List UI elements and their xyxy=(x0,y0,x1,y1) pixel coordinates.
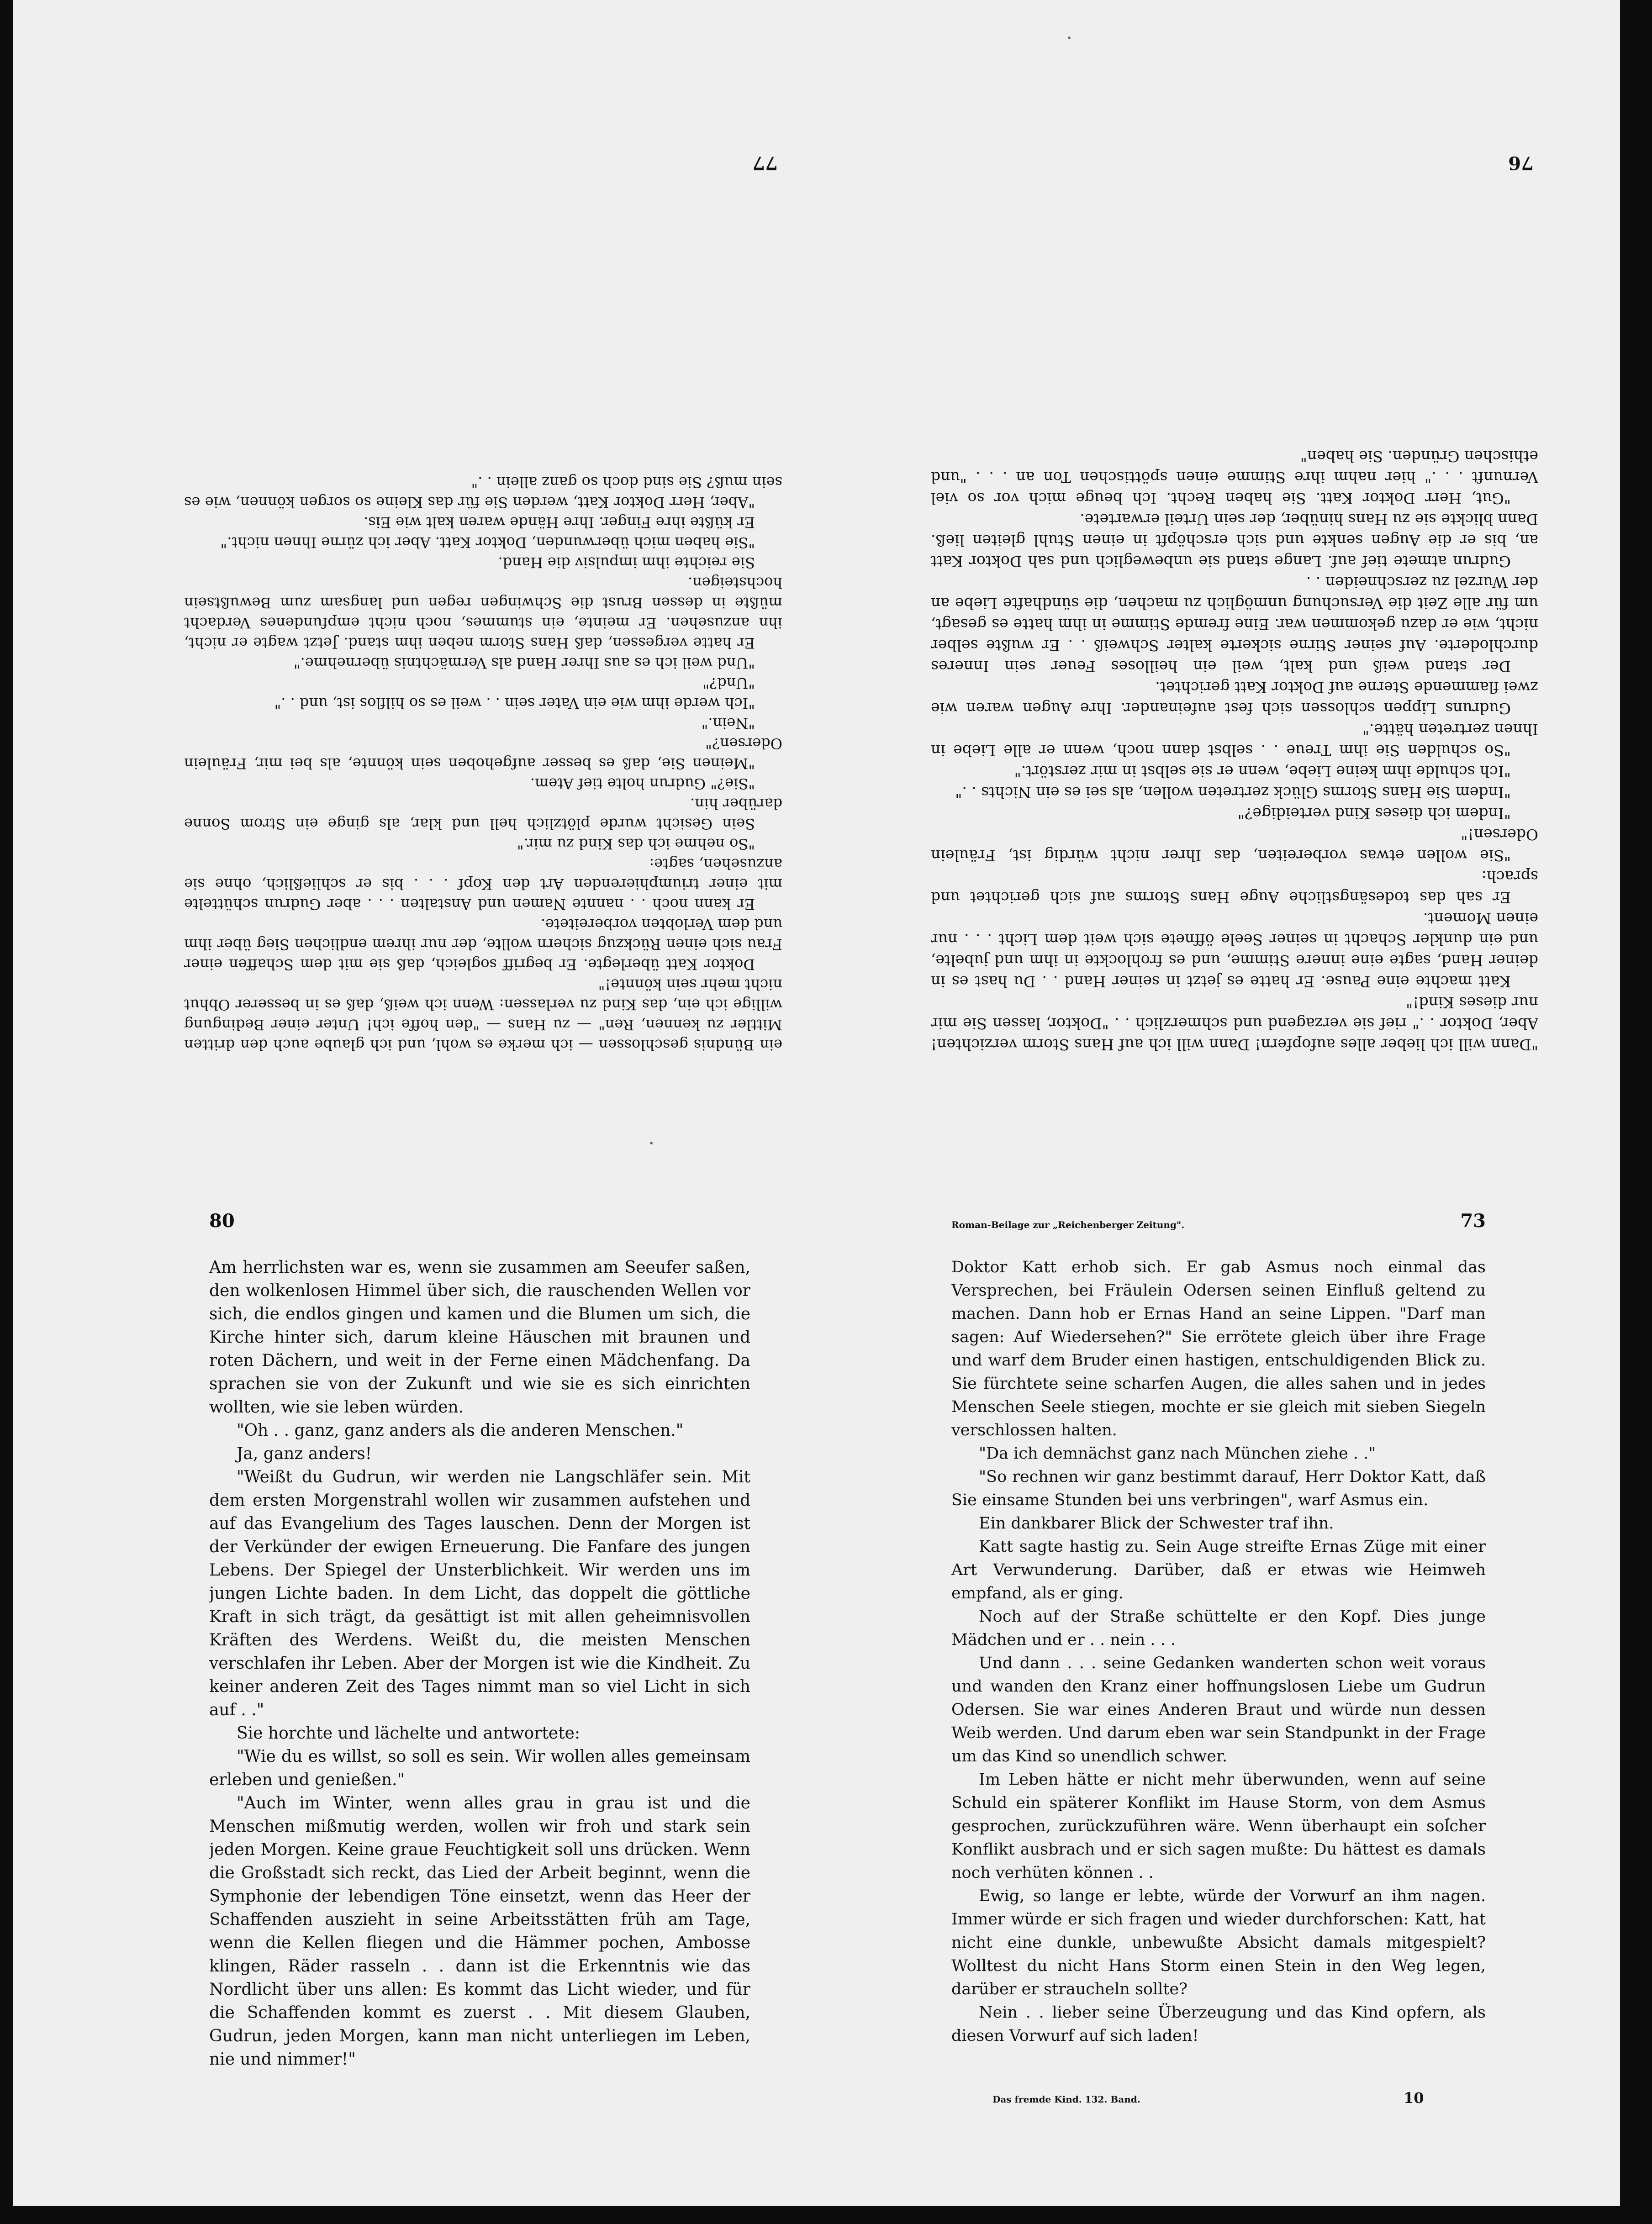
page-number: 77 xyxy=(752,152,778,174)
page-77-column xyxy=(184,187,782,1055)
paragraph: "Auch im Winter, wenn alles grau in grau ist und die Menschen mißmutig werden, wollen wir froh und stark sein jeden Morgen. Keine graue Feuchtigkeit soll uns drücken. Wenn die Großstadt sich reckt, das Lied der Arbeit beginnt, wenn die Symphonie der lebendigen Töne einsetzt, wenn das Heer der Schaffenden auszieht in seine Arbeitsstätten früh am Tage, wenn die Kellen fliegen und die Hämmer pochen, Ambosse klingen, Räder rasseln . . dann ist die Erkenntnis wie das Nordlicht über uns allen: Es kommt das Licht wieder, und für die Schaffenden kommt es zuerst . . Mit diesem Glauben, Gudrun, jeden Morgen, kann man nicht unterliegen im Leben, nie und nimmer!" xyxy=(209,1794,750,2069)
signature-footer: Das fremde Kind. 132. Band. xyxy=(992,2094,1140,2105)
running-header: Roman-Beilage zur „Reichenberger Zeitung". xyxy=(951,1219,1185,1230)
paragraph: Sein Gesicht wurde plötzlich hell und klar, als ginge ein Strom Sonne darüber hin. xyxy=(184,795,782,833)
paragraph: "Indem ich dieses Kind verteidige?" xyxy=(1237,805,1511,822)
paragraph: "Ich werde ihm wie ein Vater sein . . weil es so hilflos ist, und . ." xyxy=(274,695,755,712)
paragraph: Ein dankbarer Blick der Schwester traf ihn. xyxy=(979,1514,1334,1533)
paragraph: Der stand weiß und kalt, weil ein heilloses Feuer sein Inneres durchloderte. Auf seiner Stirne sickerte kalter Schweiß . . Er wußte selber nicht, wie er dazu gekommen war. Eine fremde Stimme in ihm hatte es gesagt, um für alle Zeit die Versuchung unmöglich zu machen, die sündhafte Liebe an der Wurzel zu zerschneiden . . xyxy=(931,574,1538,675)
page-73 xyxy=(938,1210,1486,2133)
paragraph: "Weißt du Gudrun, wir werden nie Langschläfer sein. Mit dem ersten Morgenstrahl wollen wir zusammen aufstehen und auf das Evangelium des Tages lauschen. Denn der Morgen ist der Verkünder der ewigen Erneuerung. Die Fanfare des jungen Lebens. Der Spiegel der Unsterblichkeit. Wir werden uns im jungen Lichte baden. In dem Licht, das doppelt die göttliche Kraft in sich trägt, da gesättigt ist mit allen geheimnisvollen Kräften des Werdens. Weißt du, die meisten Menschen verschlafen ihr Leben. Aber der Morgen ist wie die Kindheit. Zu keiner anderen Zeit des Tages nimmt man so viel Licht in sich auf . ." xyxy=(209,1468,750,1719)
paragraph: ein Bündnis geschlossen — ich merke es wohl, und ich glaube auch den dritten Mittler zu kennen, Ren" — zu Hans — "den hoffe ich! Unter einer Bedingung willige ich ein, das Kind zu verlassen: Wenn ich weiß, daß es in besserer Obhut nicht mehr sein könnte!" xyxy=(184,976,782,1054)
paragraph: Katt machte eine Pause. Er hatte es jetzt in seiner Hand . . Du hast es in deiner Hand, sagte eine innere Stimme, und es frohlockte in ihm und jubelte, und ein dunkler Schacht in seiner Seele öffnete sich weit dem Licht . . . nur einen Moment. xyxy=(931,910,1538,991)
paragraph: "Sie?" Gudrun holte tief Atem. xyxy=(530,775,755,792)
paragraph: Katt sagte hastig zu. Sein Auge streifte Ernas Züge mit einer Art Verwunderung. Darüber, daß er etwas wie Heimweh empfand, als er ging. xyxy=(951,1538,1486,1602)
paragraph: Am herrlichsten war es, wenn sie zusammen am Seeufer saßen, den wolkenlosen Himmel über sich, die rauschenden Wellen vor sich, die endlos gingen und kamen und die Blumen um sich, die Kirche hinter sich, darum kleine Häuschen mit braunen und roten Dächern, und weit in der Ferne einen Mädchenfang. Da sprachen sie von der Zukunft und wie sie es sich einrichten wollten, wie sie leben würden. xyxy=(209,1258,750,1417)
paragraph: Im Leben hätte er nicht mehr überwunden, wenn auf seine Schuld ein späterer Konflikt im Hause Storm, von dem Asmus gesprochen, zurückzuführen wäre. Wenn überhaupt ein solcher Konflikt ausbrach und er sich sagen mußte: Du hättest es damals noch verhüten können . . xyxy=(951,1771,1486,1882)
page-number: 73 xyxy=(1460,1210,1486,1232)
paragraph: Und dann . . . seine Gedanken wanderten schon weit voraus und wanden den Kranz einer hoffnungslosen Liebe um Gudrun Odersen. Sie war eines Anderen Braut und würde nun dessen Weib werden. Und darum eben war sein Standpunkt in der Frage um das Kind so unendlich schwer. xyxy=(951,1654,1486,1765)
paragraph: "Meinen Sie, daß es besser aufgehoben sein könnte, als bei mir, Fräulein Odersen?" xyxy=(184,735,782,772)
paragraph: Ewig, so lange er lebte, würde der Vorwurf an ihm nagen. Immer würde er sich fragen und wieder durchforschen: Katt, hat nicht eine dunkle, unbewußte Absicht damals mitgespielt? Wolltest du nicht Hans Storm einen Stein in den Weg legen, darüber er straucheln sollte? xyxy=(951,1887,1486,1998)
paragraph: Sie reichte ihm impulsiv die Hand. xyxy=(498,554,755,571)
page-77-paragraphs xyxy=(184,472,782,1055)
scan-speck xyxy=(1068,37,1071,39)
page-76-upside-down xyxy=(931,151,1538,1055)
paragraph: "Ich schulde ihm keine Liebe, wenn er sie selbst in mir zerstört." xyxy=(1014,763,1511,780)
scan-border-right xyxy=(1620,0,1652,2224)
paragraph: Noch auf der Straße schüttelte er den Kopf. Dies junge Mädchen und er . . nein . . . xyxy=(951,1607,1486,1649)
paragraph: "Oh . . ganz, ganz anders als die anderen Menschen." xyxy=(237,1421,684,1440)
paragraph: Doktor Katt überlegte. Er begriff sogleich, daß sie mit dem Schaffen einer Frau sich einen Rückzug sichern wollte, der nur ihrem endlichen Sieg über ihm und dem Verlobten vorbereitete. xyxy=(184,916,782,973)
paragraph: "So nehme ich das Kind zu mir." xyxy=(517,835,755,853)
page-76-column xyxy=(931,187,1538,1055)
paragraph: "So schulden Sie ihm Treue . . selbst dann noch, wenn er alle Liebe in Ihnen zertreten hätte." xyxy=(931,721,1538,759)
paragraph: Er kann noch . . nannte Namen und Anstalten . . . aber Gudrun schüttelte mit einer triumphierenden Art den Kopf . . . bis er schließlich, ohne sie anzusehen, sagte: xyxy=(184,855,782,913)
paragraph: "Aber, Herr Doktor Katt, werden Sie für das Kleine so sorgen können, wie es sein muß? Sie sind doch so ganz allein . ." xyxy=(184,474,782,511)
paragraph: Er sah das todesängstliche Auge Hans Storms auf sich gerichtet und sprach: xyxy=(931,868,1538,906)
page-80 xyxy=(209,1210,750,2101)
page-80-column xyxy=(209,1256,750,2101)
paragraph: Er hatte vergessen, daß Hans Storm neben ihm stand. Jetzt wagte er nicht, ihn anzusehen. Er meinte, ein stummes, noch nicht empfundenes Verdacht müßte in dessen Brust die Schwingen regen und langsam zum Bewußtsein hochsteigen. xyxy=(184,574,782,652)
paragraph: "Und weil ich es aus Ihrer Hand als Vermächtnis übernehme." xyxy=(293,654,755,672)
page-number: 80 xyxy=(209,1210,235,1232)
paragraph: "Sie haben mich überwunden, Doktor Katt. Aber ich zürne Ihnen nicht." xyxy=(220,534,755,551)
scan-speck xyxy=(650,1142,653,1144)
paragraph: Doktor Katt erhob sich. Er gab Asmus noch einmal das Versprechen, bei Fräulein Odersen seinen Einfluß geltend zu machen. Dann hob er Ernas Hand an seine Lippen. "Darf man sagen: Auf Wiedersehen?" Sie errötete gleich über ihre Frage und warf dem Bruder einen hastigen, entschuldigenden Blick zu. Sie fürchtete seine scharfen Augen, die alles sahen und in jedes Menschen Seele stiegen, mochte er sie gleich mit sieben Siegeln verschlossen halten. xyxy=(951,1258,1486,1439)
paragraph: Er küßte ihre Finger. Ihre Hände waren kalt wie Eis. xyxy=(364,514,755,531)
paragraph: Ja, ganz anders! xyxy=(237,1444,372,1463)
signature-number: 10 xyxy=(1404,2089,1424,2107)
page-80-paragraphs xyxy=(209,1256,750,2071)
scan-border-bottom xyxy=(0,2206,1652,2224)
paragraph: "So rechnen wir ganz bestimmt darauf, Herr Doktor Katt, daß Sie einsame Stunden bei uns verbringen", warf Asmus ein. xyxy=(951,1468,1486,1509)
paragraph: "Da ich demnächst ganz nach München ziehe . ." xyxy=(979,1444,1376,1463)
paragraph: "Gut, Herr Doktor Katt. Sie haben Recht. Ich beuge mich vor so viel Vernunft . . ." hier nahm ihre Stimme einen spöttischen Ton an . . . "und ethischen Gründen. Sie haben" xyxy=(931,448,1538,507)
scanned-sheet xyxy=(13,0,1652,2224)
page-73-column xyxy=(951,1256,1486,2073)
paragraph: "Dann will ich lieber alles aufopfern! Dann will ich auf Hans Storm verzichten! Aber, Doktor . ." rief sie verzagend und schmerzlich . . "Doktor, lassen Sie mir nur dieses Kind!" xyxy=(931,994,1538,1054)
paragraph: Gudrun atmete tief auf. Lange stand sie unbeweglich und sah Doktor Katt an, bis er die Augen senkte und sich erschöpft in einen Stuhl gleiten ließ. Dann blickte sie zu Hans hinüber, der sein Urteil erwartete. xyxy=(931,511,1538,570)
page-77-upside-down xyxy=(184,151,782,1055)
paragraph: Sie horchte und lächelte und antwortete: xyxy=(237,1724,581,1743)
paragraph: Gudruns Lippen schlossen sich fest aufeinander. Ihre Augen waren wie zwei flammende Sterne auf Doktor Katt gerichtet. xyxy=(931,679,1538,717)
paragraph: "Wie du es willst, so soll es sein. Wir wollen alles gemeinsam erleben und genießen." xyxy=(209,1747,750,1789)
paragraph: "Indem Sie Hans Storms Glück zertreten wollen, als sei es ein Nichts . ." xyxy=(955,784,1511,801)
page-number: 76 xyxy=(1508,152,1534,174)
paragraph: "Und?" xyxy=(702,675,755,692)
page-76-paragraphs xyxy=(931,446,1538,1055)
paragraph: "Nein." xyxy=(701,715,755,732)
page-73-paragraphs xyxy=(951,1256,1486,2048)
paragraph: "Sie wollen etwas vorbereiten, das Ihrer nicht würdig ist, Fräulein Odersen!" xyxy=(931,826,1538,864)
paragraph: Nein . . lieber seine Überzeugung und das Kind opfern, als diesen Vorwurf auf sich laden! xyxy=(951,2003,1486,2045)
